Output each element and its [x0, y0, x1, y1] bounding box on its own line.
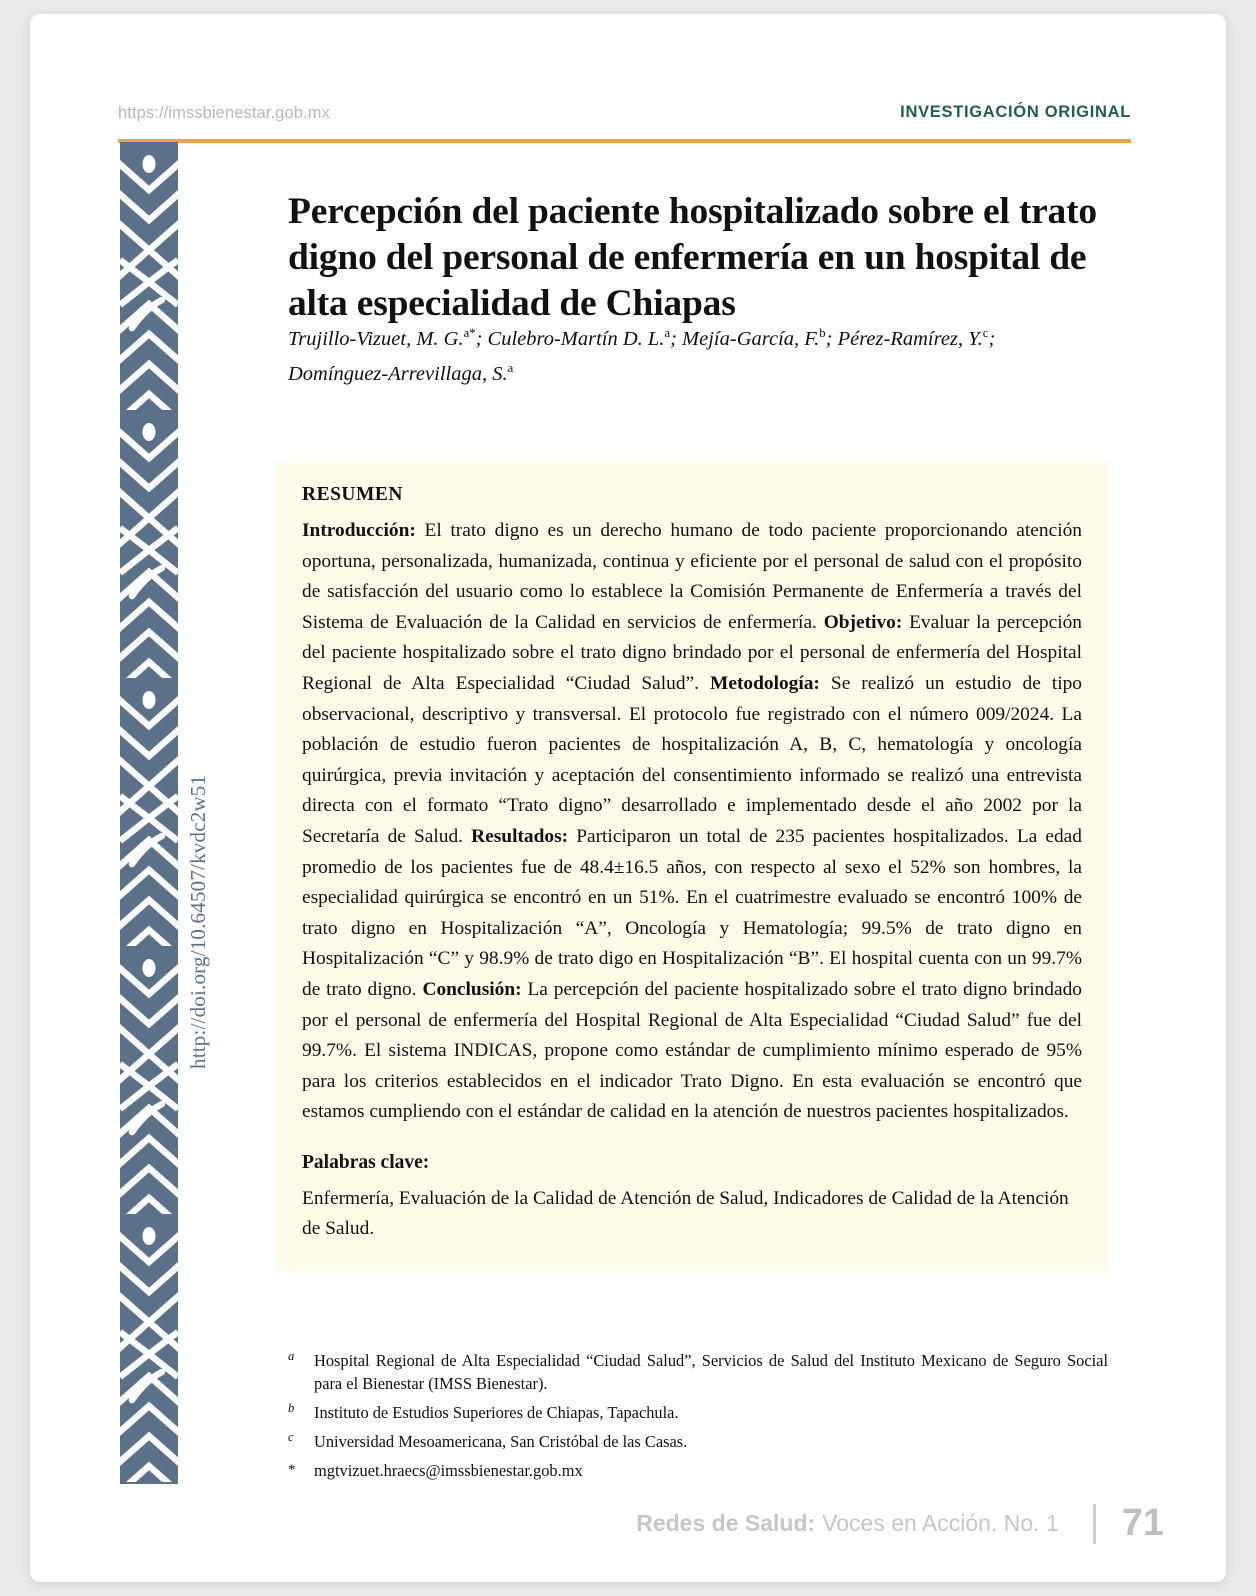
abstract-label-metodologia: Metodología: [710, 672, 820, 694]
abstract-box [276, 462, 1108, 1271]
footnote-b [288, 1401, 1108, 1424]
author-1-affiliation-mark: a* [463, 326, 476, 340]
author-3-affiliation-mark: b [819, 326, 826, 340]
abstract-section-resultados: Participaron un total de 235 pacientes hospitalizados. La edad promedio de los pacientes fue de 48.4±16.5 años, con respecto al sexo el 52% son hombres, la especialidad quirúrgica se encontró en un 51%. En el cuatrimestre evaluado se encontró 100% de trato digno en Hospitalización “A”, Oncología y Hematología; 99.5% de trato digno en Hospitalización “C” y 98.9% de trato digo en Hospitalización “B”. El hospital cuenta con un 99.7% de trato digno. [302, 825, 1082, 1000]
abstract-section-metodologia: Se realizó un estudio de tipo observacional, descriptivo y transversal. El protocolo fue registrado con el número 009/2024. La población de estudio fueron pacientes de hospitalización A, B, C, hematología y oncología quirúrgica, previa invitación y aceptación del consentimiento informado se realizó una entrevista directa con el formato “Trato digno” desarrollado e implementado desde el año 2002 por la Secretaría de Salud. [302, 672, 1082, 847]
author-1: Trujillo-Vizuet, M. G. [288, 327, 464, 350]
footnote-corresponding-email [288, 1459, 1108, 1482]
abstract-heading: RESUMEN [302, 484, 404, 505]
publisher-url[interactable]: https://imssbienestar.gob.mx [118, 104, 330, 122]
decorative-pattern-band [120, 142, 178, 1484]
author-4-affiliation-mark: c [982, 326, 989, 340]
abstract-section-introduccion: El trato digno es un derecho humano de todo paciente proporcionando atención oportuna, personalizada, humanizada, continua y eficiente por el personal de salud con el propósito de satisfacción del usuario como lo establece la Comisión Permanente de Enfermería a través del Sistema de Evaluación de la Calidad en servicios de enfermería. [302, 520, 1082, 633]
author-5-affiliation-mark: a [507, 360, 514, 375]
author-list [288, 319, 1088, 389]
abstract-section-conclusion: La percepción del paciente hospitalizado sobre el trato digno brindado por el personal de enfermería del Hospital Regional de Alta Especialidad “Ciudad Salud” fue del 99.7%. El sistema INDICAS, propone como estándar de cumplimiento mínimo esperado de 95% para los criterios establecidos en el indicador Trato Digno. En esta evaluación se encontró que estamos cumpliendo con el estándar de calidad en la atención de nuestros pacientes hospitalizados. [302, 978, 1082, 1123]
abstract-label-introduccion: Introducción: [302, 520, 416, 541]
author-5: Domínguez-Arrevillaga, S. [288, 362, 508, 385]
page-header [118, 90, 1131, 142]
footnote-b-text: Instituto de Estudios Superiores de Chiapas, Tapachula. [314, 1403, 679, 1422]
doi-link-vertical[interactable]: http://doi.org/10.64507/kvdc2w51 [186, 774, 210, 1069]
author-separator: ; [988, 327, 996, 350]
footnote-a-mark: a [288, 1349, 295, 1363]
page-number: 71 [1121, 1502, 1164, 1544]
header-divider-rule [118, 139, 1131, 143]
corresponding-author-email[interactable]: mgtvizuet.hraecs@imssbienestar.gob.mx [314, 1461, 583, 1480]
abstract-text [302, 516, 1082, 1128]
keywords-text: Enfermería, Evaluación de la Calidad de Atención de Salud, Indicadores de Calidad de la Atención de Salud. [302, 1187, 1069, 1240]
footnote-a-text: Hospital Regional de Alta Especialidad “Ciudad Salud”, Servicios de Salud del Instituto Mexicano de Seguro Social para el Bienestar (IMSS Bienestar). [314, 1351, 1108, 1393]
footnote-c-text: Universidad Mesoamericana, San Cristóbal de las Casas. [314, 1432, 688, 1451]
footnote-c-mark: c [288, 1430, 294, 1444]
article-type-label: INVESTIGACIÓN ORIGINAL [900, 103, 1131, 121]
footnote-b-mark: b [288, 1401, 295, 1415]
footnote-a [288, 1349, 1108, 1395]
author-2: ; Culebro-Martín D. L. [475, 327, 665, 350]
abstract-section-objetivo: Evaluar la percepción del paciente hospitalizado sobre el trato digno brindado por el personal de enfermería del Hospital Regional de Alta Especialidad “Ciudad Salud”. [302, 611, 1082, 694]
affiliation-footnotes [288, 1349, 1108, 1488]
journal-name: Redes de Salud: [636, 1510, 816, 1536]
footnote-star-mark: * [288, 1462, 296, 1478]
abstract-label-resultados: Resultados: [471, 825, 569, 847]
abstract-label-conclusion: Conclusión: [422, 978, 522, 1000]
author-4: ; Pérez-Ramírez, Y. [825, 327, 983, 350]
article-page [30, 14, 1226, 1582]
footer-divider [1093, 1504, 1096, 1544]
author-3: ; Mejía-García, F. [670, 327, 820, 350]
footnote-c [288, 1430, 1108, 1453]
page-title: Percepción del paciente hospitalizado sobre el trato digno del personal de enfermería en un hospital de alta especialidad de Chiapas [288, 191, 1097, 325]
abstract-label-objetivo: Objetivo: [823, 611, 903, 633]
author-2-affiliation-mark: a [664, 326, 671, 340]
page-footer [30, 1502, 1226, 1562]
keywords-heading: Palabras clave: [302, 1151, 430, 1173]
journal-issue: Voces en Acción. No. 1 [822, 1510, 1059, 1536]
